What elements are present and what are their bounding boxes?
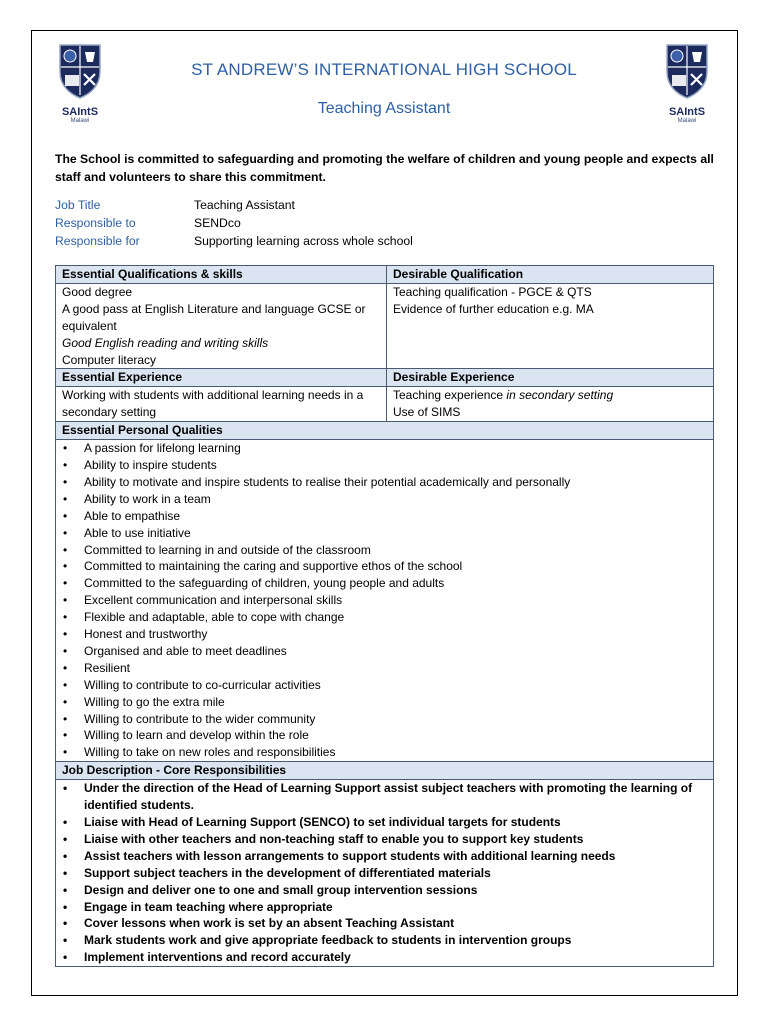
qualification-item: Evidence of further education e.g. MA xyxy=(393,301,594,316)
experience-item: Use of SIMS xyxy=(393,405,461,420)
list-item: • Mark students work and give appropriate feedback to students in intervention groups xyxy=(62,932,707,949)
desirable-qualification-header: Desirable Qualification xyxy=(387,266,714,284)
essential-qualifications-header: Essential Qualifications & skills xyxy=(56,266,387,284)
list-item: • Assist teachers with lesson arrangements to support students with additional learning needs xyxy=(62,848,707,865)
meta-value: Teaching Assistant xyxy=(194,198,295,212)
list-item: • Able to empathise xyxy=(62,508,707,525)
logo-subtext: Malawi xyxy=(677,118,697,124)
meta-value: Supporting learning across whole school xyxy=(194,234,413,248)
safeguarding-statement: The School is committed to safeguarding and promoting the welfare of children and young people and expects all staff and volunteers to share this commitment. xyxy=(55,152,714,184)
list-item: • Cover lessons when work is set by an absent Teaching Assistant xyxy=(62,915,707,932)
list-item: • A passion for lifelong learning xyxy=(62,440,707,457)
core-responsibilities-cell xyxy=(56,780,714,967)
meta-label: Job Title xyxy=(55,198,101,212)
qualification-item: Good English reading and writing skills xyxy=(62,335,269,350)
logo-text: SAIntS xyxy=(668,106,706,118)
list-item: • Willing to contribute to co-curricular activities xyxy=(62,677,707,694)
list-item: • Willing to contribute to the wider community xyxy=(62,711,707,728)
meta-row-responsible-for xyxy=(55,232,413,250)
list-item: • Committed to learning in and outside of the classroom xyxy=(62,542,707,559)
list-item: • Excellent communication and interpersonal skills xyxy=(62,592,707,609)
experience-item xyxy=(393,387,707,404)
list-item: • Ability to work in a team xyxy=(62,491,707,508)
list-item: • Willing to go the extra mile xyxy=(62,694,707,711)
desirable-experience-cell xyxy=(387,387,714,422)
meta-label: Responsible for xyxy=(55,234,140,248)
list-item: • Willing to learn and develop within the role xyxy=(62,727,707,744)
qualification-item: Computer literacy xyxy=(62,352,157,367)
list-item: • Liaise with Head of Learning Support (SENCO) to set individual targets for students xyxy=(62,814,707,831)
personal-qualities-header: Essential Personal Qualities xyxy=(56,422,714,440)
list-item: • Organised and able to meet deadlines xyxy=(62,643,707,660)
list-item: • Design and deliver one to one and small group intervention sessions xyxy=(62,882,707,899)
personal-qualities-list xyxy=(62,440,707,761)
core-responsibilities-list xyxy=(62,780,707,966)
school-name: ST ANDREW’S INTERNATIONAL HIGH SCHOOL xyxy=(191,60,577,79)
qualification-item: A good pass at English Literature and language GCSE or equivalent xyxy=(62,301,366,333)
logo-text: SAIntS xyxy=(61,106,99,118)
experience-item: Working with students with additional learning needs in a secondary setting xyxy=(62,388,364,420)
list-item: • Resilient xyxy=(62,660,707,677)
meta-label: Responsible to xyxy=(55,216,136,230)
list-item: • Honest and trustworthy xyxy=(62,626,707,643)
list-item: • Ability to motivate and inspire students to realise their potential academically and personally xyxy=(62,474,707,491)
list-item: • Support subject teachers in the development of differentiated materials xyxy=(62,865,707,882)
list-item: • Ability to inspire students xyxy=(62,457,707,474)
meta-row-job-title xyxy=(55,196,413,214)
list-item: • Liaise with other teachers and non-teaching staff to enable you to support key students xyxy=(62,831,707,848)
list-item: • Willing to take on new roles and responsibilities xyxy=(62,744,707,761)
desirable-qualification-cell xyxy=(387,283,714,369)
meta-value: SENDco xyxy=(194,216,241,230)
desirable-experience-header: Desirable Experience xyxy=(387,369,714,387)
meta-row-responsible-to xyxy=(55,214,413,232)
job-meta xyxy=(55,196,413,250)
list-item: • Committed to maintaining the caring and supportive ethos of the school xyxy=(62,558,707,575)
essential-experience-header: Essential Experience xyxy=(56,369,387,387)
list-item: • Implement interventions and record accurately xyxy=(62,949,707,966)
logo-subtext: Malawi xyxy=(70,118,90,124)
list-item: • Able to use initiative xyxy=(62,525,707,542)
core-responsibilities-header: Job Description - Core Responsibilities xyxy=(56,762,714,780)
person-spec-table xyxy=(55,265,714,967)
qualification-item: Teaching qualification - PGCE & QTS xyxy=(393,284,592,299)
list-item: • Engage in team teaching where appropriate xyxy=(62,899,707,916)
qualification-item: Good degree xyxy=(62,284,133,299)
page-title: Teaching Assistant xyxy=(317,100,451,117)
list-item: • Under the direction of the Head of Learning Support assist subject teachers with promoting the learning of identified students. xyxy=(62,780,707,814)
experience-text-italic: in secondary setting xyxy=(506,388,614,403)
essential-experience-cell xyxy=(56,387,387,422)
essential-qualifications-cell xyxy=(56,283,387,369)
list-item: • Committed to the safeguarding of children, young people and adults xyxy=(62,575,707,592)
experience-text: Teaching experience xyxy=(393,388,507,403)
list-item: • Flexible and adaptable, able to cope with change xyxy=(62,609,707,626)
personal-qualities-cell xyxy=(56,440,714,762)
